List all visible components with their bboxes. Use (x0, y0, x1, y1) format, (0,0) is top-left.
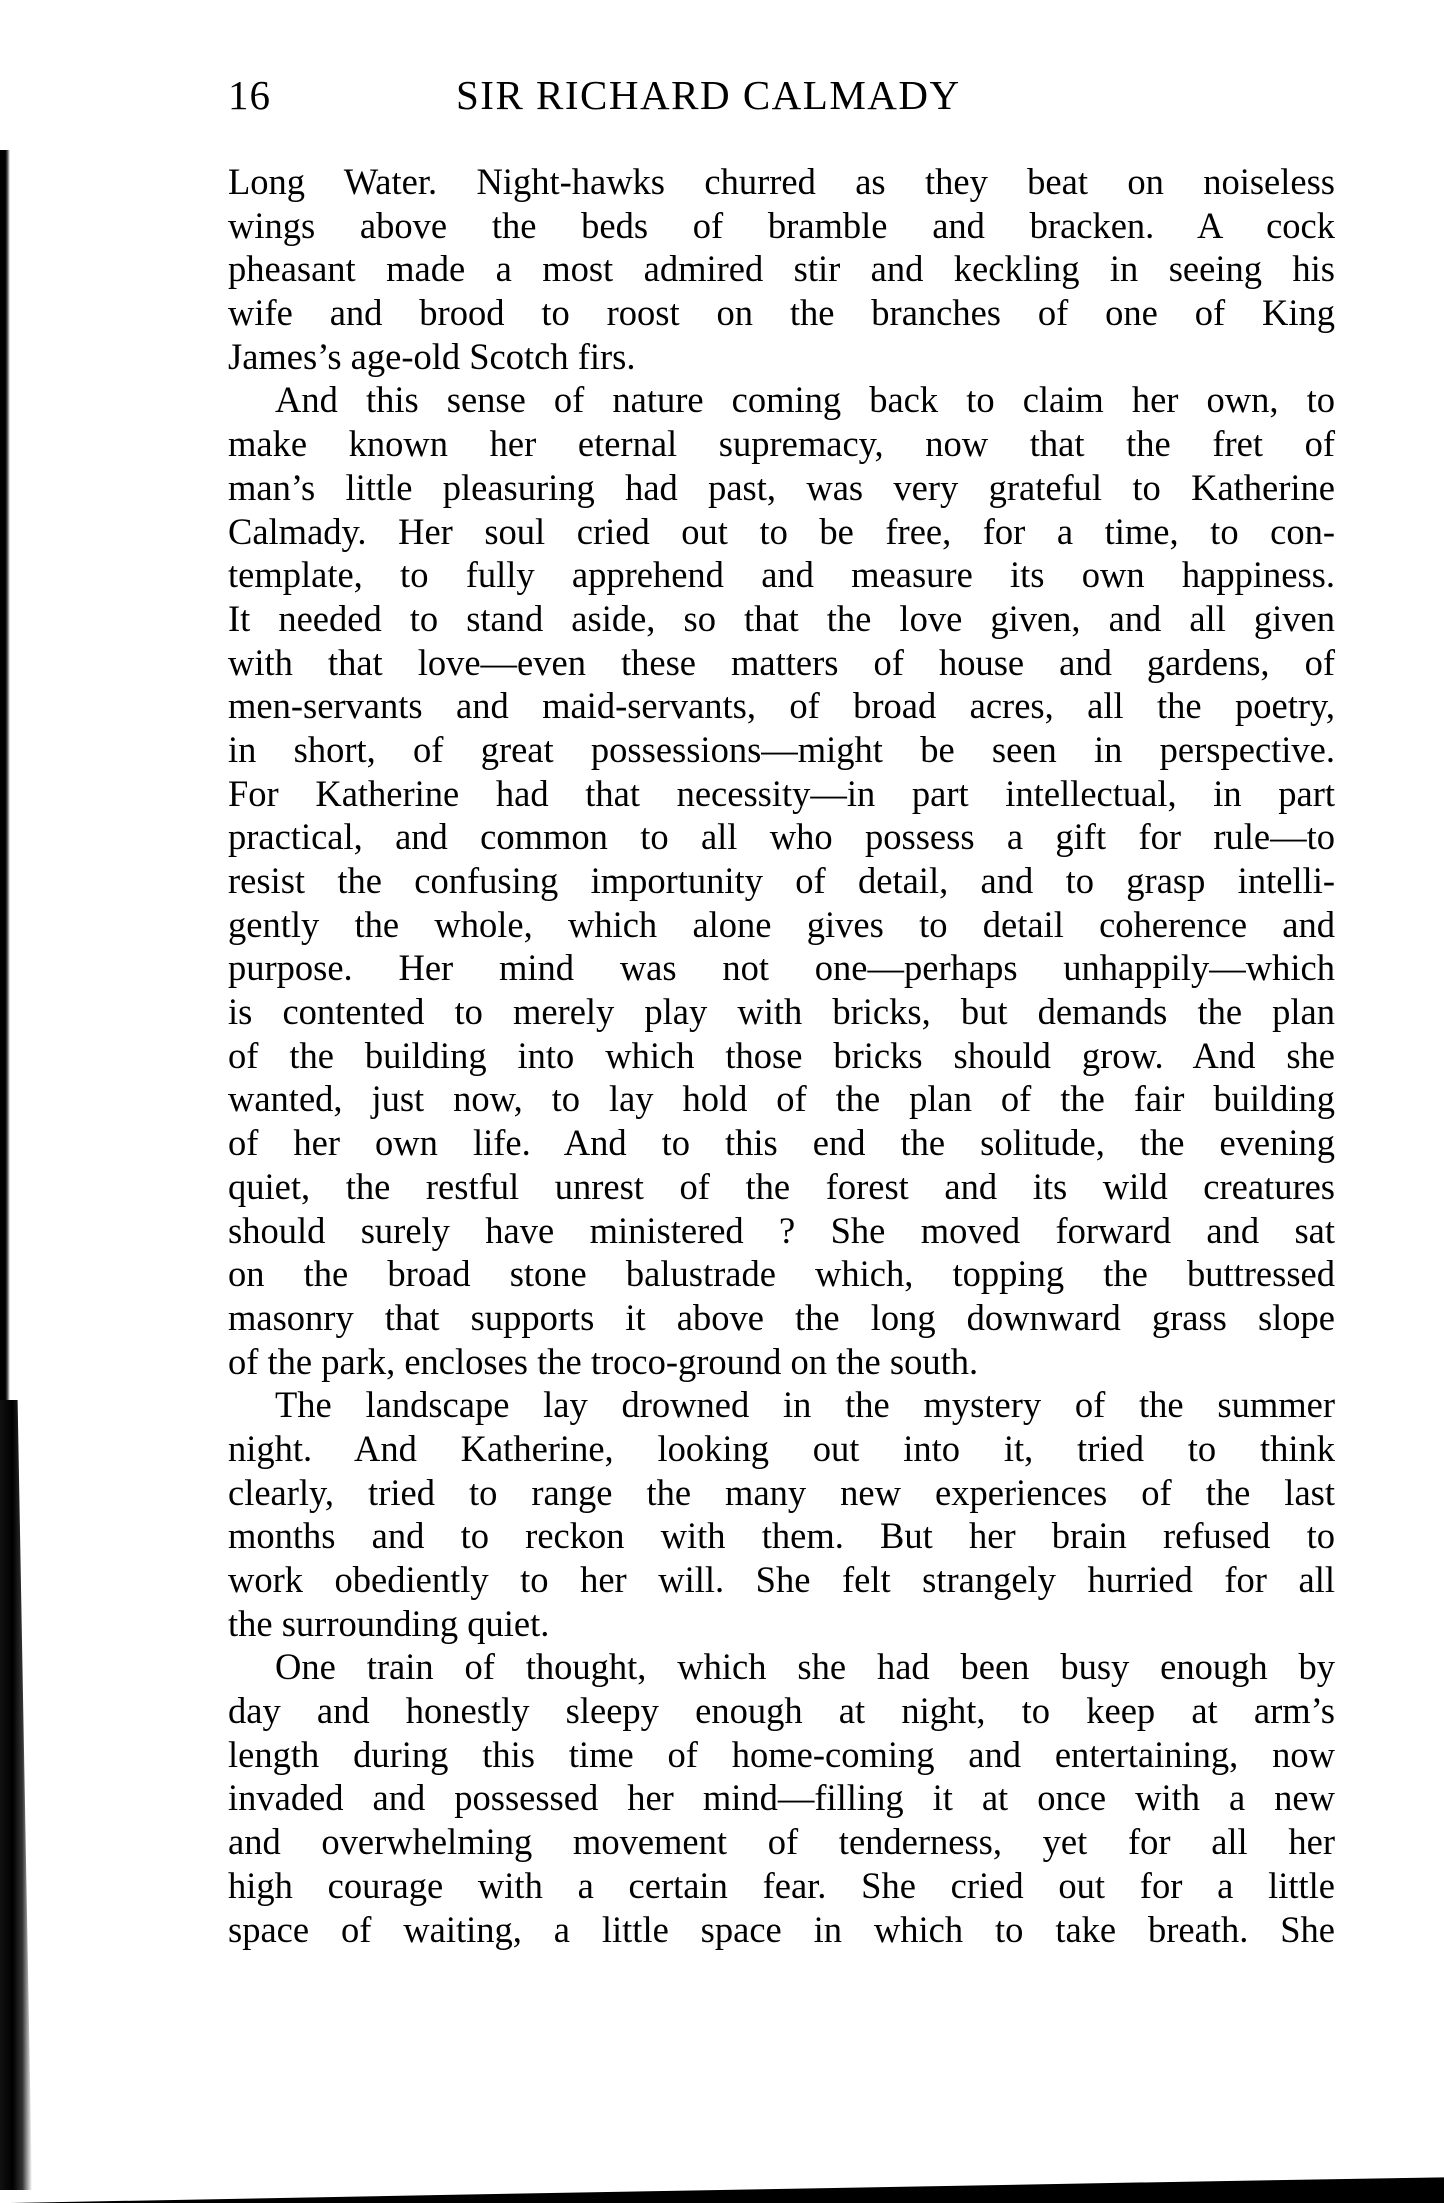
text-line: is contented to merely play with bricks, but demands the plan (228, 991, 1335, 1033)
text-line: gently the whole, which alone gives to detail coherence and (228, 903, 1335, 945)
text-line: of her own life. And to this end the solitude, the evening (228, 1122, 1335, 1164)
text-line: pheasant made a most admired stir and keckling in seeing his (228, 248, 1335, 290)
text-line: months and to reckon with them. But her brain refused to (228, 1515, 1335, 1557)
text-line: For Katherine had that necessity—in part intellectual, in part (228, 772, 1335, 814)
text-line: in short, of great possessions—might be seen in perspective. (228, 728, 1335, 770)
text-line: template, to fully apprehend and measure its own happiness. (228, 554, 1335, 596)
text-line: masonry that supports it above the long downward grass slope (228, 1296, 1335, 1338)
text-line: make known her eternal supremacy, now that the fret of (228, 423, 1335, 465)
text-line: One train of thought, which she had been busy enough by (275, 1646, 1335, 1688)
text-line: resist the confusing importunity of detail, and to grasp intelli- (228, 860, 1335, 901)
text-line: with that love—even these matters of house and gardens, of (228, 641, 1335, 683)
paragraph (228, 1645, 1335, 1951)
page-bottom-edge-shadow (10, 2171, 1444, 2203)
binding-shadow-lower (0, 1400, 32, 2190)
text-line: practical, and common to all who possess a gift for rule—to (228, 816, 1335, 858)
running-title: SIR RICHARD CALMADY (456, 72, 961, 118)
text-line: work obediently to her will. She felt strangely hurried for all (228, 1559, 1335, 1600)
text-line: length during this time of home-coming and entertaining, now (228, 1733, 1335, 1775)
text-line: and overwhelming movement of tenderness, yet for all her (228, 1821, 1335, 1863)
text-line: wanted, just now, to lay hold of the plan of the fair building (228, 1078, 1335, 1120)
text-line: of the building into which those bricks should grow. And she (228, 1034, 1335, 1076)
text-line: invaded and possessed her mind—filling it at once with a new (228, 1777, 1335, 1819)
text-line: day and honestly sleepy enough at night, to keep at arm’s (228, 1690, 1335, 1732)
text-line: Long Water. Night-hawks churred as they beat on noiseless (228, 161, 1335, 202)
paragraph (228, 1383, 1335, 1645)
text-line: James’s age-old Scotch firs. (228, 335, 636, 377)
text-line: clearly, tried to range the many new experiences of the last (228, 1471, 1335, 1513)
text-line: high courage with a certain fear. She cried out for a little (228, 1864, 1335, 1906)
running-head (228, 70, 1328, 120)
text-line: quiet, the restful unrest of the forest and its wild creatures (228, 1165, 1335, 1207)
text-line: should surely have ministered ? She moved forward and sat (228, 1209, 1335, 1251)
text-line: wife and brood to roost on the branches of one of King (228, 292, 1335, 334)
text-line: It needed to stand aside, so that the love given, and all given (228, 597, 1335, 639)
text-line: man’s little pleasuring had past, was very grateful to Katherine (228, 466, 1335, 508)
paragraph (228, 378, 1335, 1383)
body-text (228, 160, 1335, 1951)
text-line: wings above the beds of bramble and bracken. A cock (228, 204, 1335, 246)
text-line: And this sense of nature coming back to claim her own, to (275, 379, 1335, 421)
text-line: night. And Katherine, looking out into it, tried to think (228, 1427, 1335, 1469)
text-line: space of waiting, a little space in which to take breath. She (228, 1908, 1335, 1950)
paragraph (228, 160, 1335, 378)
text-line: Calmady. Her soul cried out to be free, for a time, to con- (228, 510, 1335, 552)
text-line: men-servants and maid-servants, of broad acres, all the poetry, (228, 685, 1335, 727)
text-line: on the broad stone balustrade which, topping the buttressed (228, 1253, 1335, 1295)
text-line: purpose. Her mind was not one—perhaps unhappily—which (228, 947, 1335, 989)
page-number: 16 (228, 72, 271, 118)
text-line: The landscape lay drowned in the mystery of the summer (275, 1384, 1335, 1426)
text-line: the surrounding quiet. (228, 1602, 550, 1644)
text-line: of the park, encloses the troco-ground on the south. (228, 1340, 979, 1382)
